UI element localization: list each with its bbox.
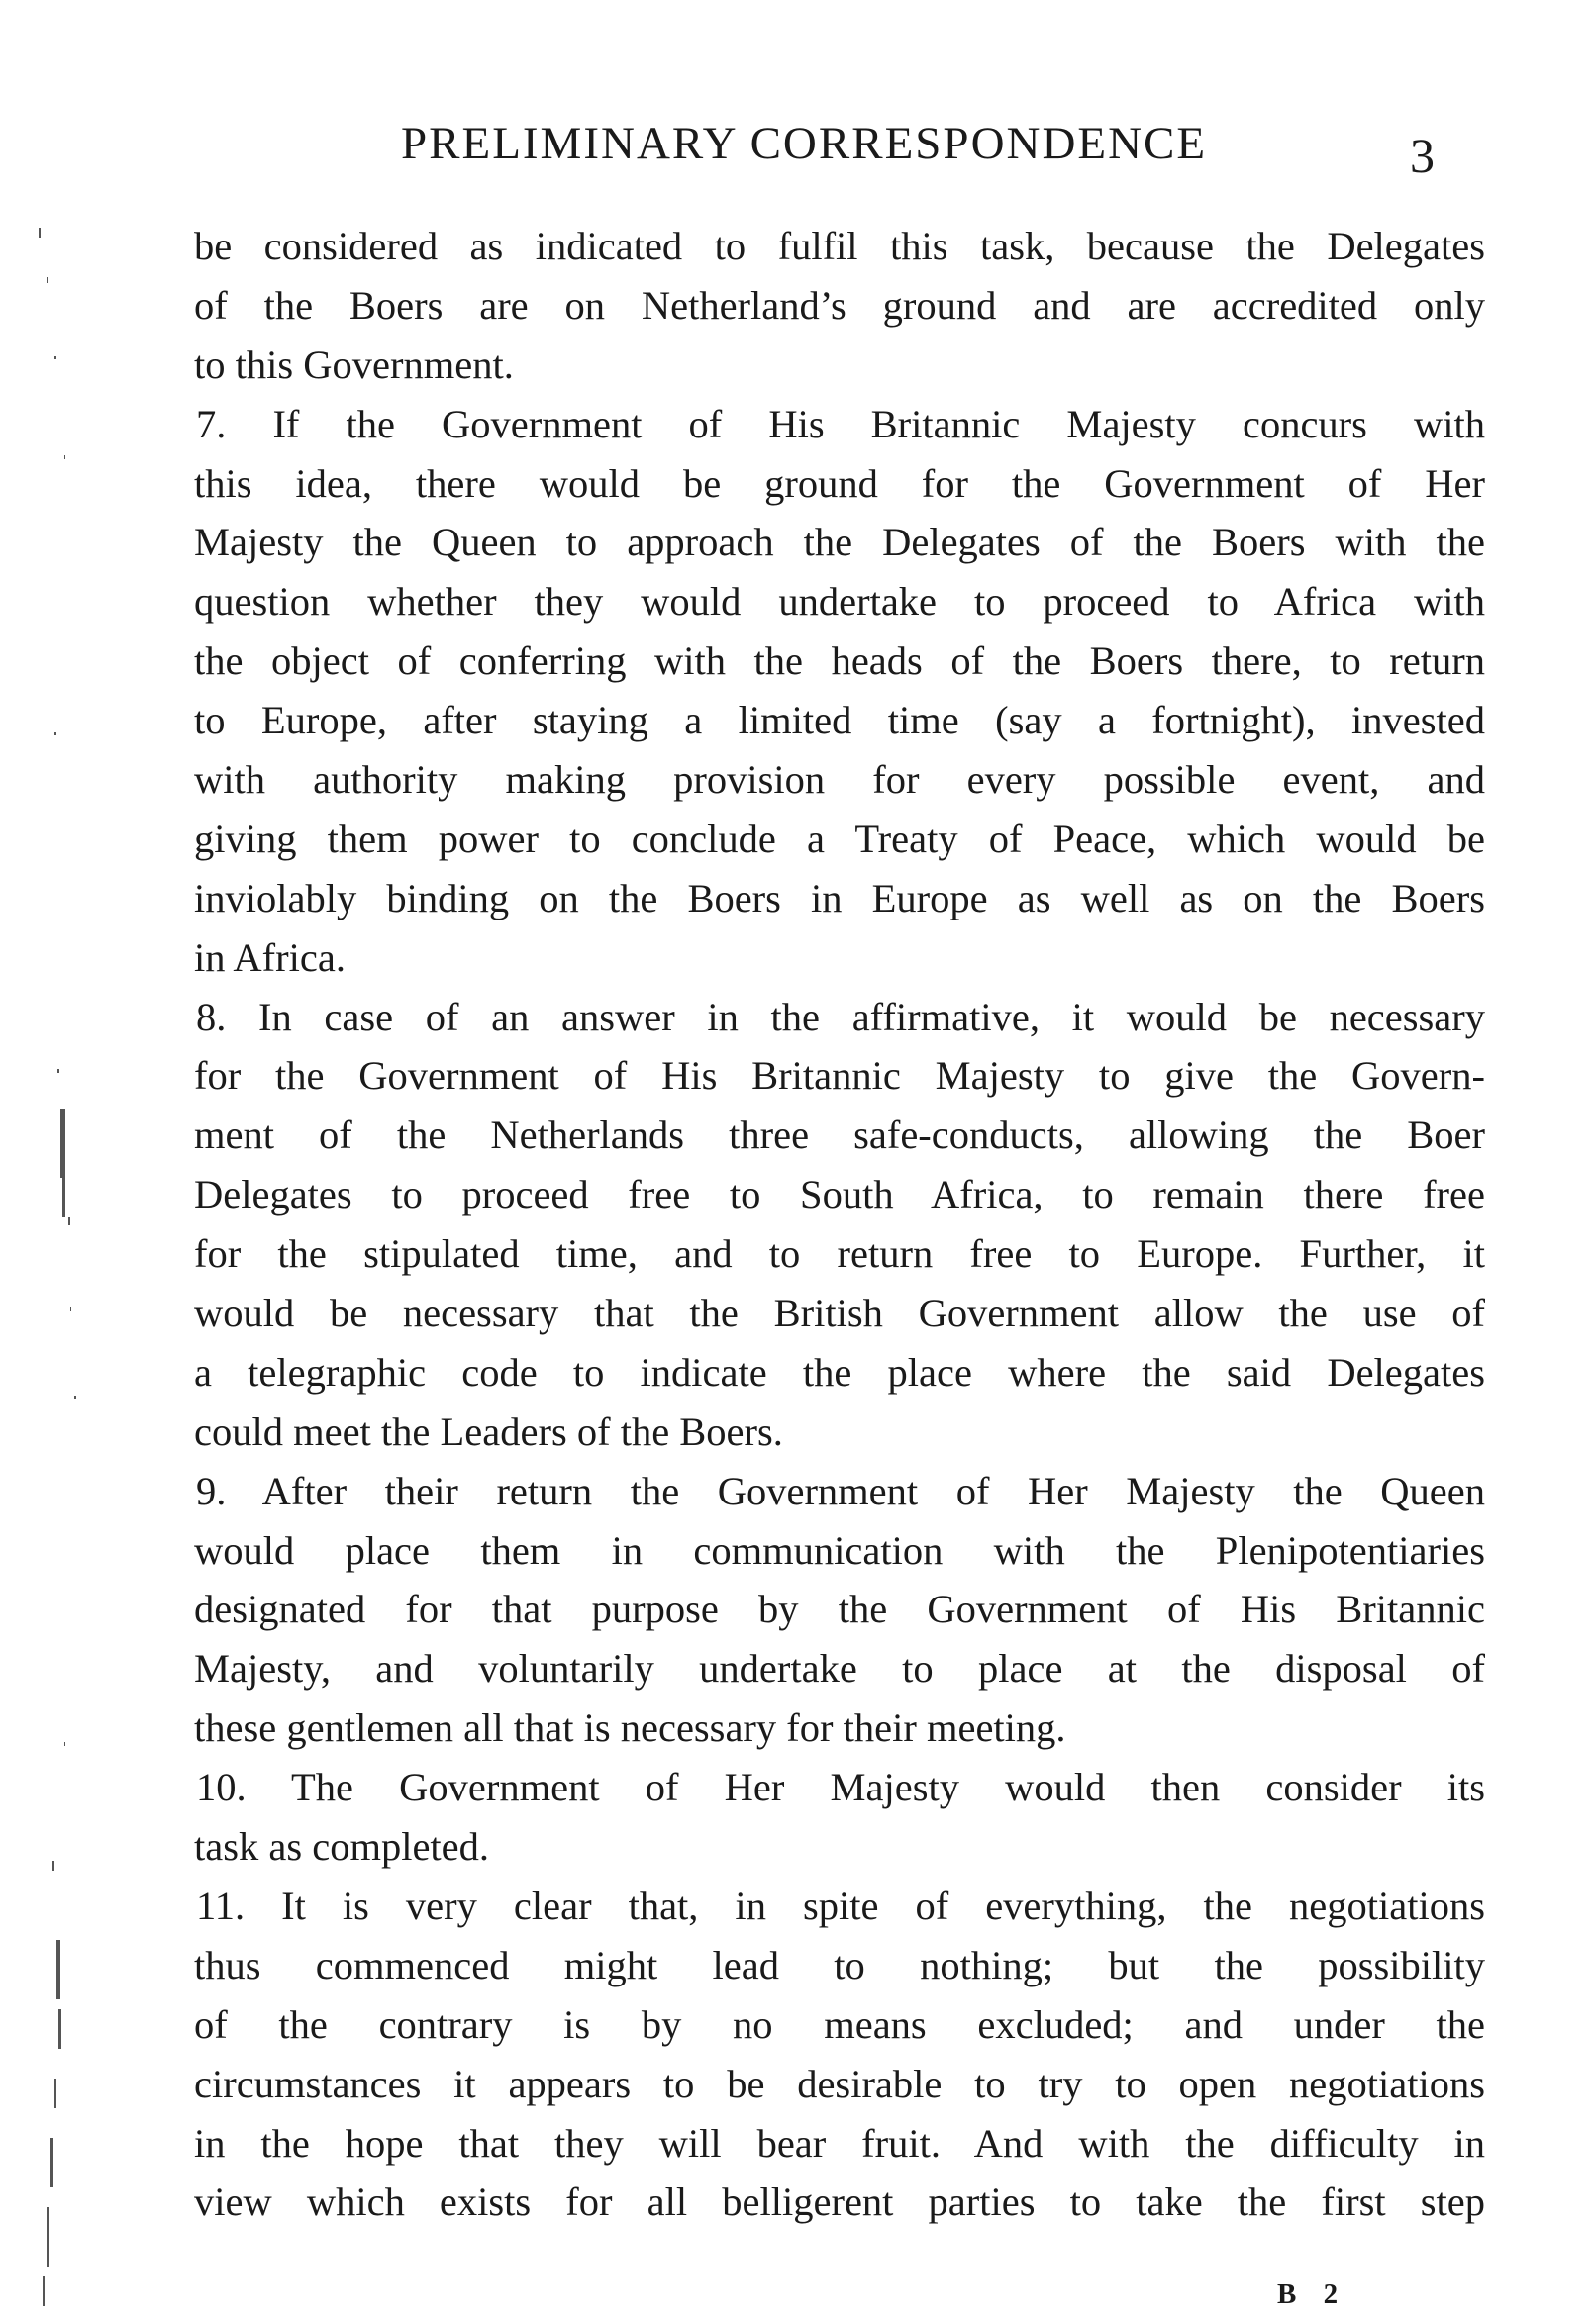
text-line: for the Government of His Britannic Majesty to give the Govern- <box>194 1053 1485 1099</box>
text-line: giving them power to conclude a Treaty of Peace, which would be <box>194 816 1485 861</box>
paragraph-8-line: 8. In case of an answer in the affirmative, it would be necessary <box>196 994 1485 1039</box>
text-line: inviolably binding on the Boers in Europe as well as on the Boers <box>194 875 1485 920</box>
text-line: view which exists for all belligerent parties to take the first step <box>194 2179 1485 2225</box>
text-line: the object of conferring with the heads of the Boers there, to return <box>194 638 1485 684</box>
text-line: with authority making provision for every possible event, and <box>194 757 1485 803</box>
paragraph-10-line: 10. The Government of Her Majesty would then consider its <box>196 1765 1485 1810</box>
text-line: a telegraphic code to indicate the place where the said Delegates <box>194 1349 1485 1395</box>
text-line: this idea, there would be ground for the Government of Her <box>194 460 1485 506</box>
body-text <box>194 217 1485 2232</box>
paragraph-9-line: 9. After their return the Government of Her Majesty the Queen <box>196 1468 1485 1513</box>
binding-edge-specks <box>25 198 84 2316</box>
text-line: designated for that purpose by the Government of His Britannic <box>194 1587 1485 1632</box>
paragraph-7-line: 7. If the Government of His Britannic Majesty concurs with <box>196 401 1485 446</box>
text-line: of the Boers are on Netherland’s ground and are accredited only <box>194 282 1485 328</box>
text-line: for the stipulated time, and to return free to Europe. Further, it <box>194 1231 1485 1277</box>
running-head: PRELIMINARY CORRESPONDENCE <box>401 118 1208 169</box>
text-line: would be necessary that the British Government allow the use of <box>194 1291 1485 1336</box>
text-line: these gentlemen all that is necessary for their meeting. <box>194 1705 1066 1751</box>
text-line: Delegates to proceed free to South Africa, to remain there free <box>194 1172 1485 1217</box>
page-number: 3 <box>1410 128 1435 183</box>
text-line: thus commenced might lead to nothing; but the possibility <box>194 1942 1485 1987</box>
text-line: question whether they would undertake to proceed to Africa with <box>194 579 1485 625</box>
text-line: task as completed. <box>194 1824 490 1870</box>
signature-mark: B 2 <box>1277 2278 1348 2310</box>
text-line: Majesty the Queen to approach the Delegates of the Boers with the <box>194 520 1485 565</box>
text-line: circumstances it appears to be desirable to try to open negotiations <box>194 2061 1485 2106</box>
text-line: of the contrary is by no means excluded; and under the <box>194 2001 1485 2047</box>
text-line: would place them in communication with the Plenipotentiaries <box>194 1527 1485 1573</box>
text-line: in Africa. <box>194 934 346 980</box>
text-line: be considered as indicated to fulfil this task, because the Delegates <box>194 224 1485 268</box>
text-line: Majesty, and voluntarily undertake to place at the disposal of <box>194 1646 1485 1692</box>
text-line: in the hope that they will bear fruit. And with the difficulty in <box>194 2120 1485 2166</box>
text-line: could meet the Leaders of the Boers. <box>194 1408 783 1454</box>
paragraph-11-line: 11. It is very clear that, in spite of everything, the negotiations <box>196 1883 1485 1928</box>
text-line: to this Government. <box>194 341 514 387</box>
text-line: to Europe, after staying a limited time (say a fortnight), invested <box>194 698 1485 743</box>
text-line: ment of the Netherlands three safe-conducts, allowing the Boer <box>194 1113 1485 1158</box>
